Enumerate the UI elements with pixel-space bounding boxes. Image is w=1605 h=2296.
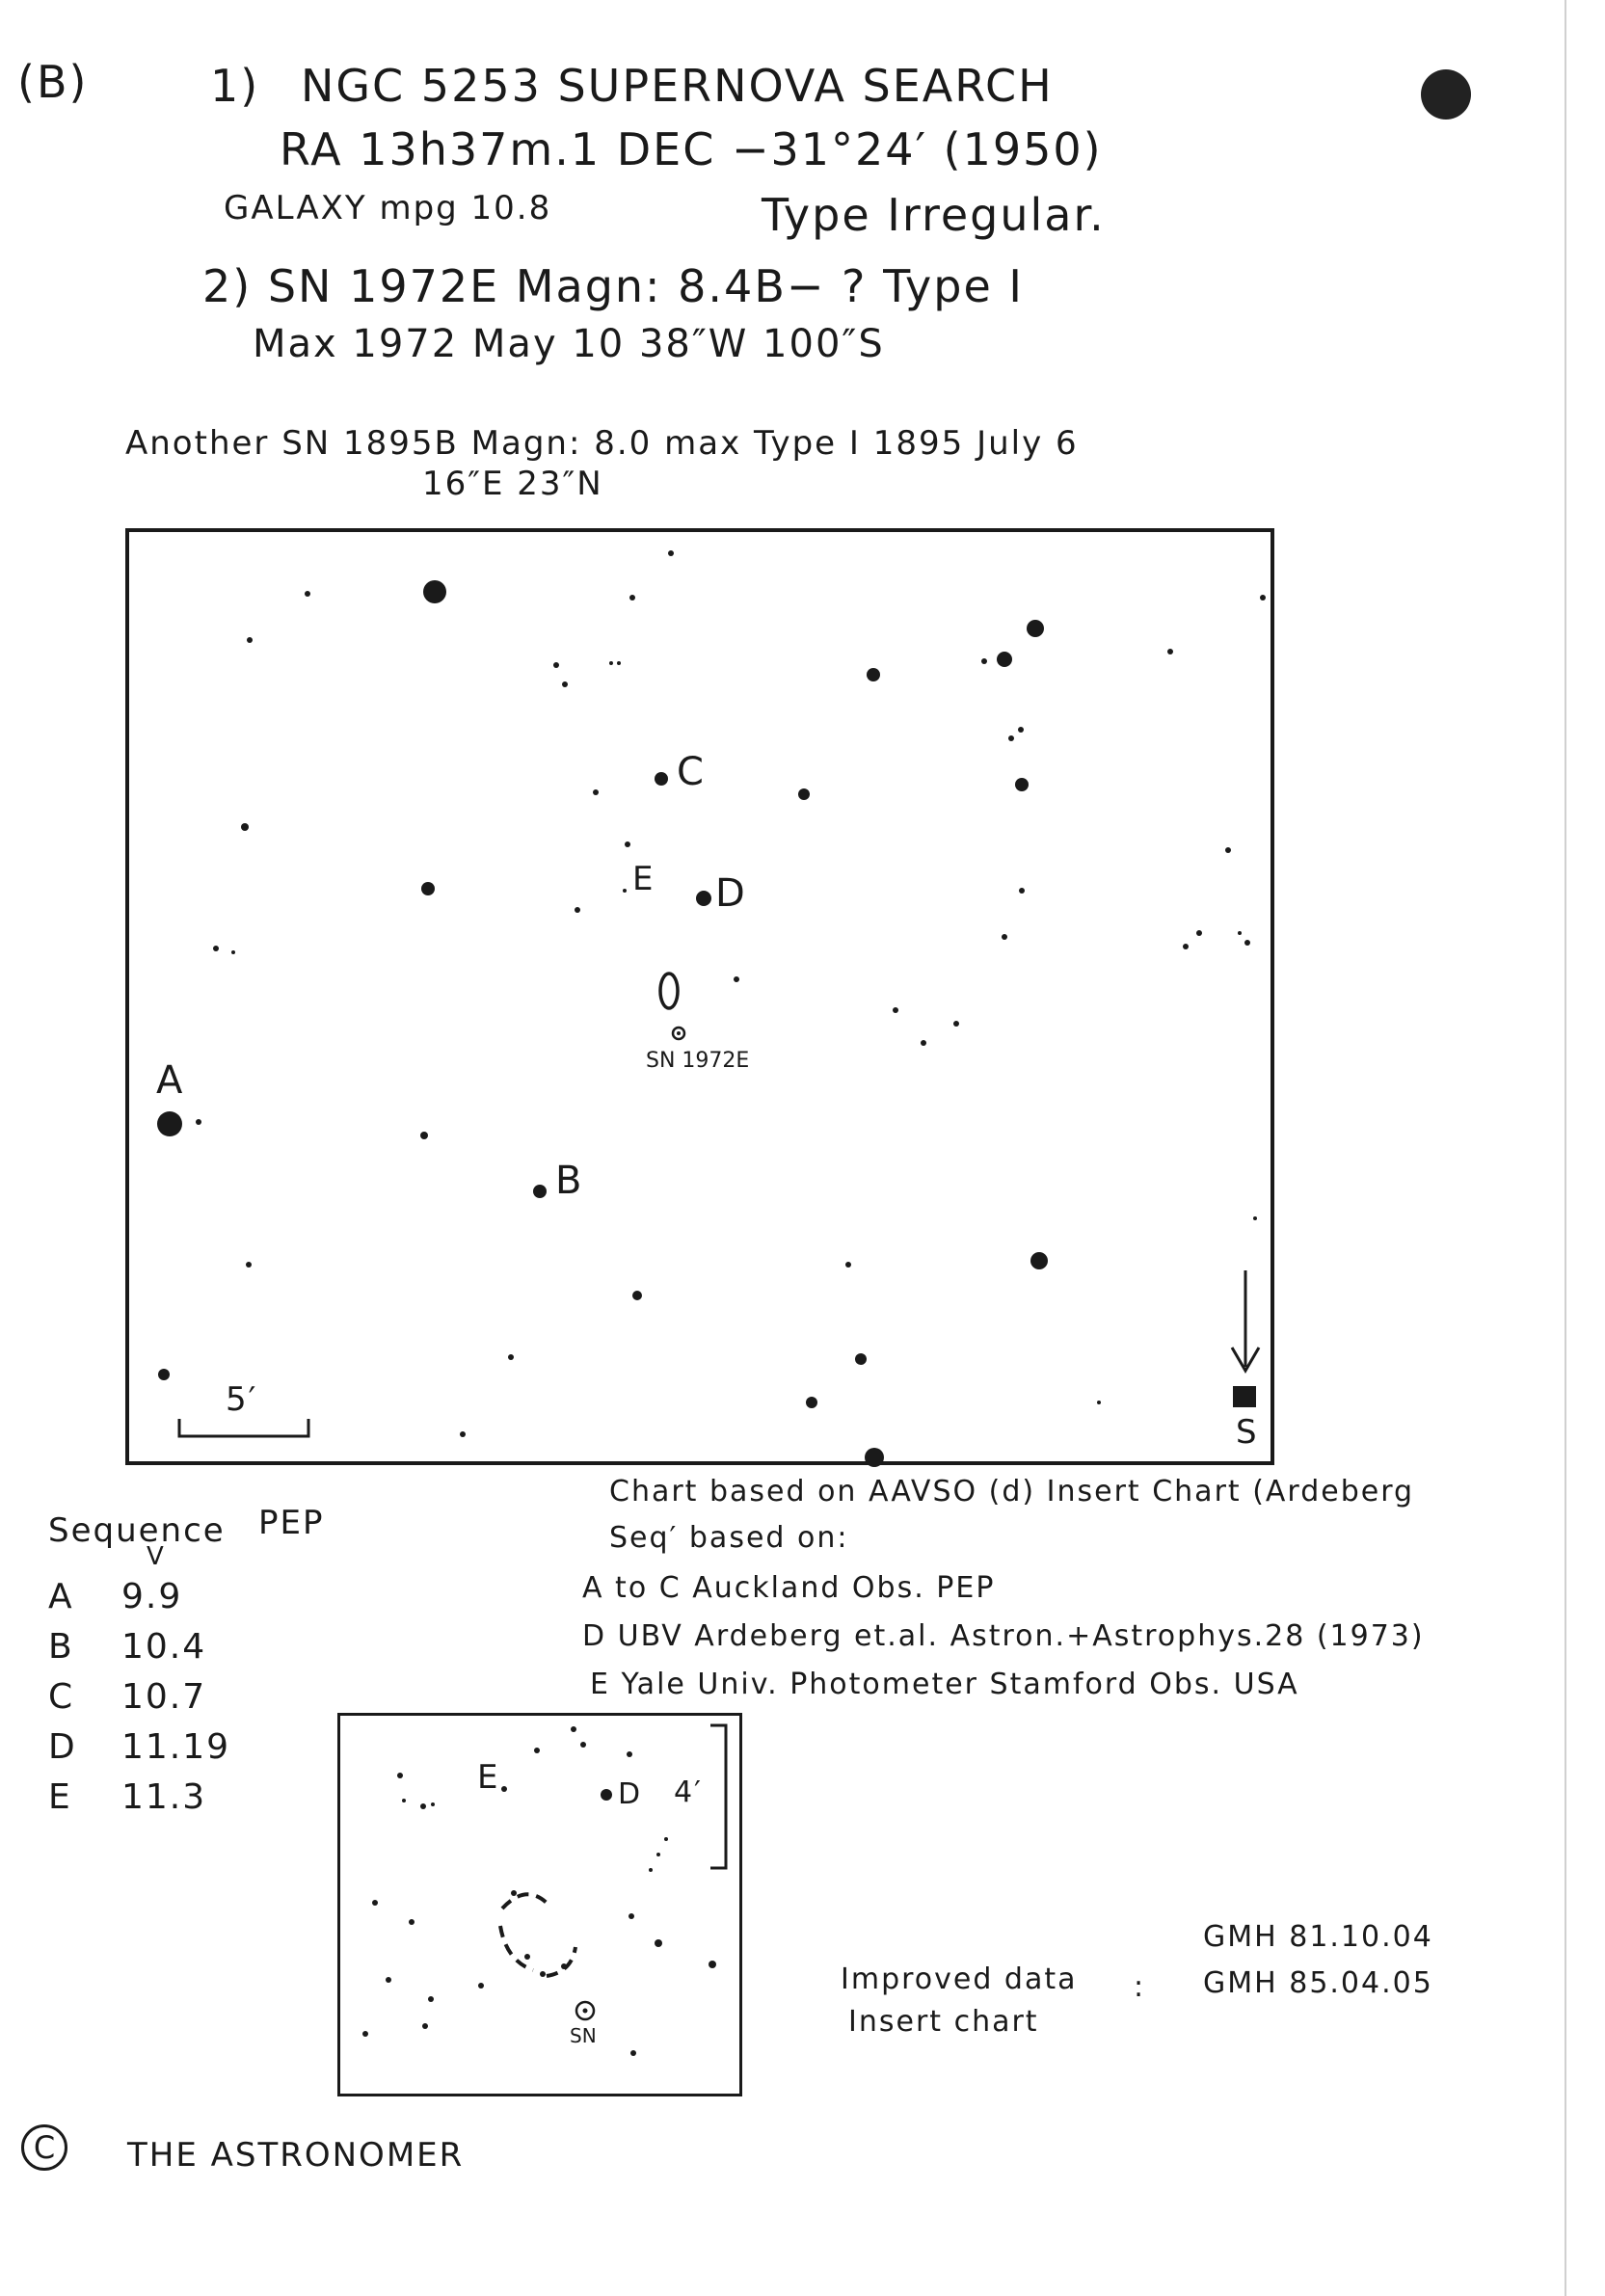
insert-star — [501, 1786, 507, 1792]
star-label-c: C — [677, 750, 706, 794]
star-label-a: A — [156, 1058, 185, 1103]
star-d — [696, 891, 711, 906]
sequence-star: E — [48, 1777, 72, 1817]
chart-star — [734, 976, 739, 982]
chart-star — [213, 946, 219, 951]
chart-star — [632, 1291, 642, 1300]
credit-colon: : — [1134, 1970, 1146, 2004]
chart-star — [423, 580, 446, 603]
star-label-d: D — [715, 871, 747, 916]
page-margin-line — [1565, 0, 1566, 2296]
sequence-mag: 10.7 — [121, 1677, 207, 1717]
insert-star — [422, 2023, 428, 2029]
note-seq-based-on: Seq′ based on: — [609, 1521, 849, 1555]
insert-star — [524, 1954, 530, 1960]
chart-star — [997, 652, 1012, 667]
star-b — [533, 1185, 547, 1198]
chart-star — [953, 1021, 959, 1027]
chart-star — [981, 658, 987, 664]
sequence-mag: 9.9 — [121, 1577, 183, 1616]
credit-improved-data: Improved data — [841, 1962, 1078, 1996]
sequence-star: A — [48, 1577, 74, 1616]
chart-star — [1030, 1252, 1048, 1269]
insert-chart — [337, 1713, 742, 2096]
hole-punch-dot — [1421, 69, 1471, 120]
sequence-star: D — [48, 1727, 77, 1767]
scale-bar — [179, 1419, 308, 1436]
star-e — [623, 889, 627, 893]
insert-star — [580, 1742, 586, 1748]
supernova-max: Max 1972 May 10 38″W 100″S — [253, 322, 885, 366]
chart-star — [1097, 1401, 1101, 1404]
sequence-row — [48, 1627, 74, 1667]
insert-star — [709, 1961, 716, 1968]
chart-star — [575, 907, 580, 913]
insert-chart-stars — [340, 1716, 745, 2099]
chart-star — [553, 662, 559, 668]
sequence-row — [48, 1677, 74, 1717]
insert-star — [629, 1913, 634, 1919]
insert-supernova-center — [583, 2009, 588, 2014]
chart-star — [241, 823, 249, 831]
section-label-c: C — [21, 2124, 67, 2171]
insert-star — [402, 1799, 406, 1802]
note-e: E Yale Univ. Photometer Stamford Obs. USA — [590, 1668, 1299, 1701]
insert-star — [534, 1748, 540, 1753]
insert-galaxy-outline — [502, 1894, 547, 1909]
chart-star — [1253, 1216, 1257, 1220]
chart-star — [855, 1353, 867, 1365]
insert-supernova-label: SN — [570, 2024, 597, 2047]
insert-star — [649, 1868, 653, 1872]
chart-star — [231, 950, 235, 954]
chart-star — [1260, 595, 1266, 601]
sequence-mag: 11.19 — [121, 1727, 231, 1767]
sequence-mag: 11.3 — [121, 1777, 207, 1817]
galaxy-type: Type Irregular. — [762, 189, 1106, 241]
chart-star — [1019, 888, 1025, 894]
chart-star — [845, 1262, 851, 1268]
chart-star — [158, 1369, 170, 1380]
page-title: NGC 5253 SUPERNOVA SEARCH — [301, 60, 1054, 112]
sequence-star: B — [48, 1627, 74, 1667]
star-label-b: B — [555, 1159, 584, 1203]
chart-star — [305, 591, 310, 597]
section-label-b: (B) — [17, 56, 89, 108]
sequence-row — [48, 1727, 77, 1767]
chart-star — [867, 668, 880, 681]
chart-star — [246, 1262, 252, 1268]
footer-publication: THE ASTRONOMER — [127, 2136, 465, 2175]
insert-star — [431, 1802, 435, 1806]
chart-star — [1183, 944, 1189, 949]
chart-star — [668, 550, 674, 556]
note-d: D UBV Ardeberg et.al. Astron.+Astrophys.28 (1973) — [582, 1619, 1425, 1653]
insert-star — [630, 2050, 636, 2056]
chart-star — [247, 637, 253, 643]
insert-star — [540, 1971, 546, 1977]
insert-star — [372, 1900, 378, 1906]
insert-star — [362, 2031, 368, 2037]
insert-star — [478, 1983, 484, 1989]
chart-star — [421, 882, 435, 895]
galaxy-magnitude: GALAXY mpg 10.8 — [224, 189, 552, 227]
chart-star — [1238, 931, 1242, 935]
chart-star — [593, 789, 599, 795]
chart-star — [865, 1448, 884, 1467]
another-sn-line2: 16″E 23″N — [422, 465, 603, 503]
chart-star — [893, 1007, 898, 1013]
supernova-label: SN 1972E — [646, 1049, 750, 1073]
chart-star — [609, 661, 613, 665]
chart-star — [806, 1397, 817, 1408]
insert-star — [656, 1853, 660, 1856]
insert-star — [571, 1726, 576, 1732]
sequence-mag: 10.4 — [121, 1627, 207, 1667]
chart-star — [629, 595, 635, 601]
insert-star — [511, 1890, 517, 1896]
chart-star — [1002, 934, 1007, 940]
chart-star — [1008, 735, 1014, 741]
south-label: S — [1236, 1413, 1259, 1452]
sequence-star: C — [48, 1677, 75, 1717]
coordinates: RA 13h37m.1 DEC −31°24′ (1950) — [280, 123, 1103, 175]
finder-chart-stars — [129, 532, 1278, 1469]
sequence-method: PEP — [258, 1504, 325, 1542]
chart-star — [617, 661, 621, 665]
chart-star — [196, 1119, 201, 1125]
insert-star — [409, 1919, 415, 1925]
insert-star — [386, 1977, 391, 1983]
credit-gmh-revised: GMH 85.04.05 — [1203, 1966, 1433, 2000]
sequence-row — [48, 1577, 74, 1616]
insert-label-d: D — [618, 1777, 643, 1811]
credit-insert-chart: Insert chart — [848, 2005, 1039, 2039]
chart-star — [508, 1354, 514, 1360]
insert-star-d — [601, 1789, 612, 1801]
chart-star — [420, 1132, 428, 1139]
insert-star — [627, 1751, 632, 1757]
insert-star — [420, 1803, 426, 1809]
galaxy-ngc5253 — [660, 974, 678, 1008]
item1-number: 1) — [210, 60, 260, 112]
insert-star — [428, 1996, 434, 2002]
chart-star — [1018, 727, 1024, 733]
note-chart-based-on: Chart based on AAVSO (d) Insert Chart (Ardeberg — [609, 1475, 1415, 1508]
scale-label: 5′ — [226, 1380, 258, 1419]
chart-star — [1015, 778, 1029, 791]
insert-label-e: E — [477, 1758, 500, 1797]
chart-star — [625, 841, 630, 847]
supernova-entry: 2) SN 1972E Magn: 8.4B− ? Type I — [202, 260, 1024, 312]
south-marker-square — [1233, 1386, 1256, 1407]
insert-scale-label: 4′ — [674, 1775, 703, 1809]
insert-star — [397, 1773, 403, 1778]
insert-galaxy-outline — [547, 1947, 575, 1976]
chart-star — [1244, 940, 1250, 946]
insert-star — [655, 1939, 662, 1947]
chart-star — [460, 1431, 466, 1437]
chart-star — [562, 681, 568, 687]
star-label-e: E — [632, 860, 655, 898]
insert-scale-bracket — [710, 1725, 726, 1868]
chart-star — [1225, 847, 1231, 853]
finder-chart — [125, 528, 1274, 1465]
chart-star — [921, 1040, 926, 1046]
chart-star — [1196, 930, 1202, 936]
chart-star — [1027, 620, 1044, 637]
insert-star — [664, 1837, 668, 1841]
sequence-row — [48, 1777, 72, 1817]
supernova-1972e-center — [677, 1031, 681, 1035]
sequence-band: V — [147, 1542, 166, 1571]
credit-gmh-original: GMH 81.10.04 — [1203, 1920, 1433, 1954]
sequence-title: Sequence — [48, 1511, 226, 1550]
chart-star — [1167, 649, 1173, 654]
chart-star — [798, 788, 810, 800]
insert-galaxy-outline — [500, 1926, 533, 1970]
star-c — [655, 772, 668, 786]
note-a-to-c: A to C Auckland Obs. PEP — [582, 1571, 996, 1605]
another-sn-line1: Another SN 1895B Magn: 8.0 max Type I 1895 July 6 — [125, 424, 1079, 463]
star-a — [157, 1111, 182, 1136]
